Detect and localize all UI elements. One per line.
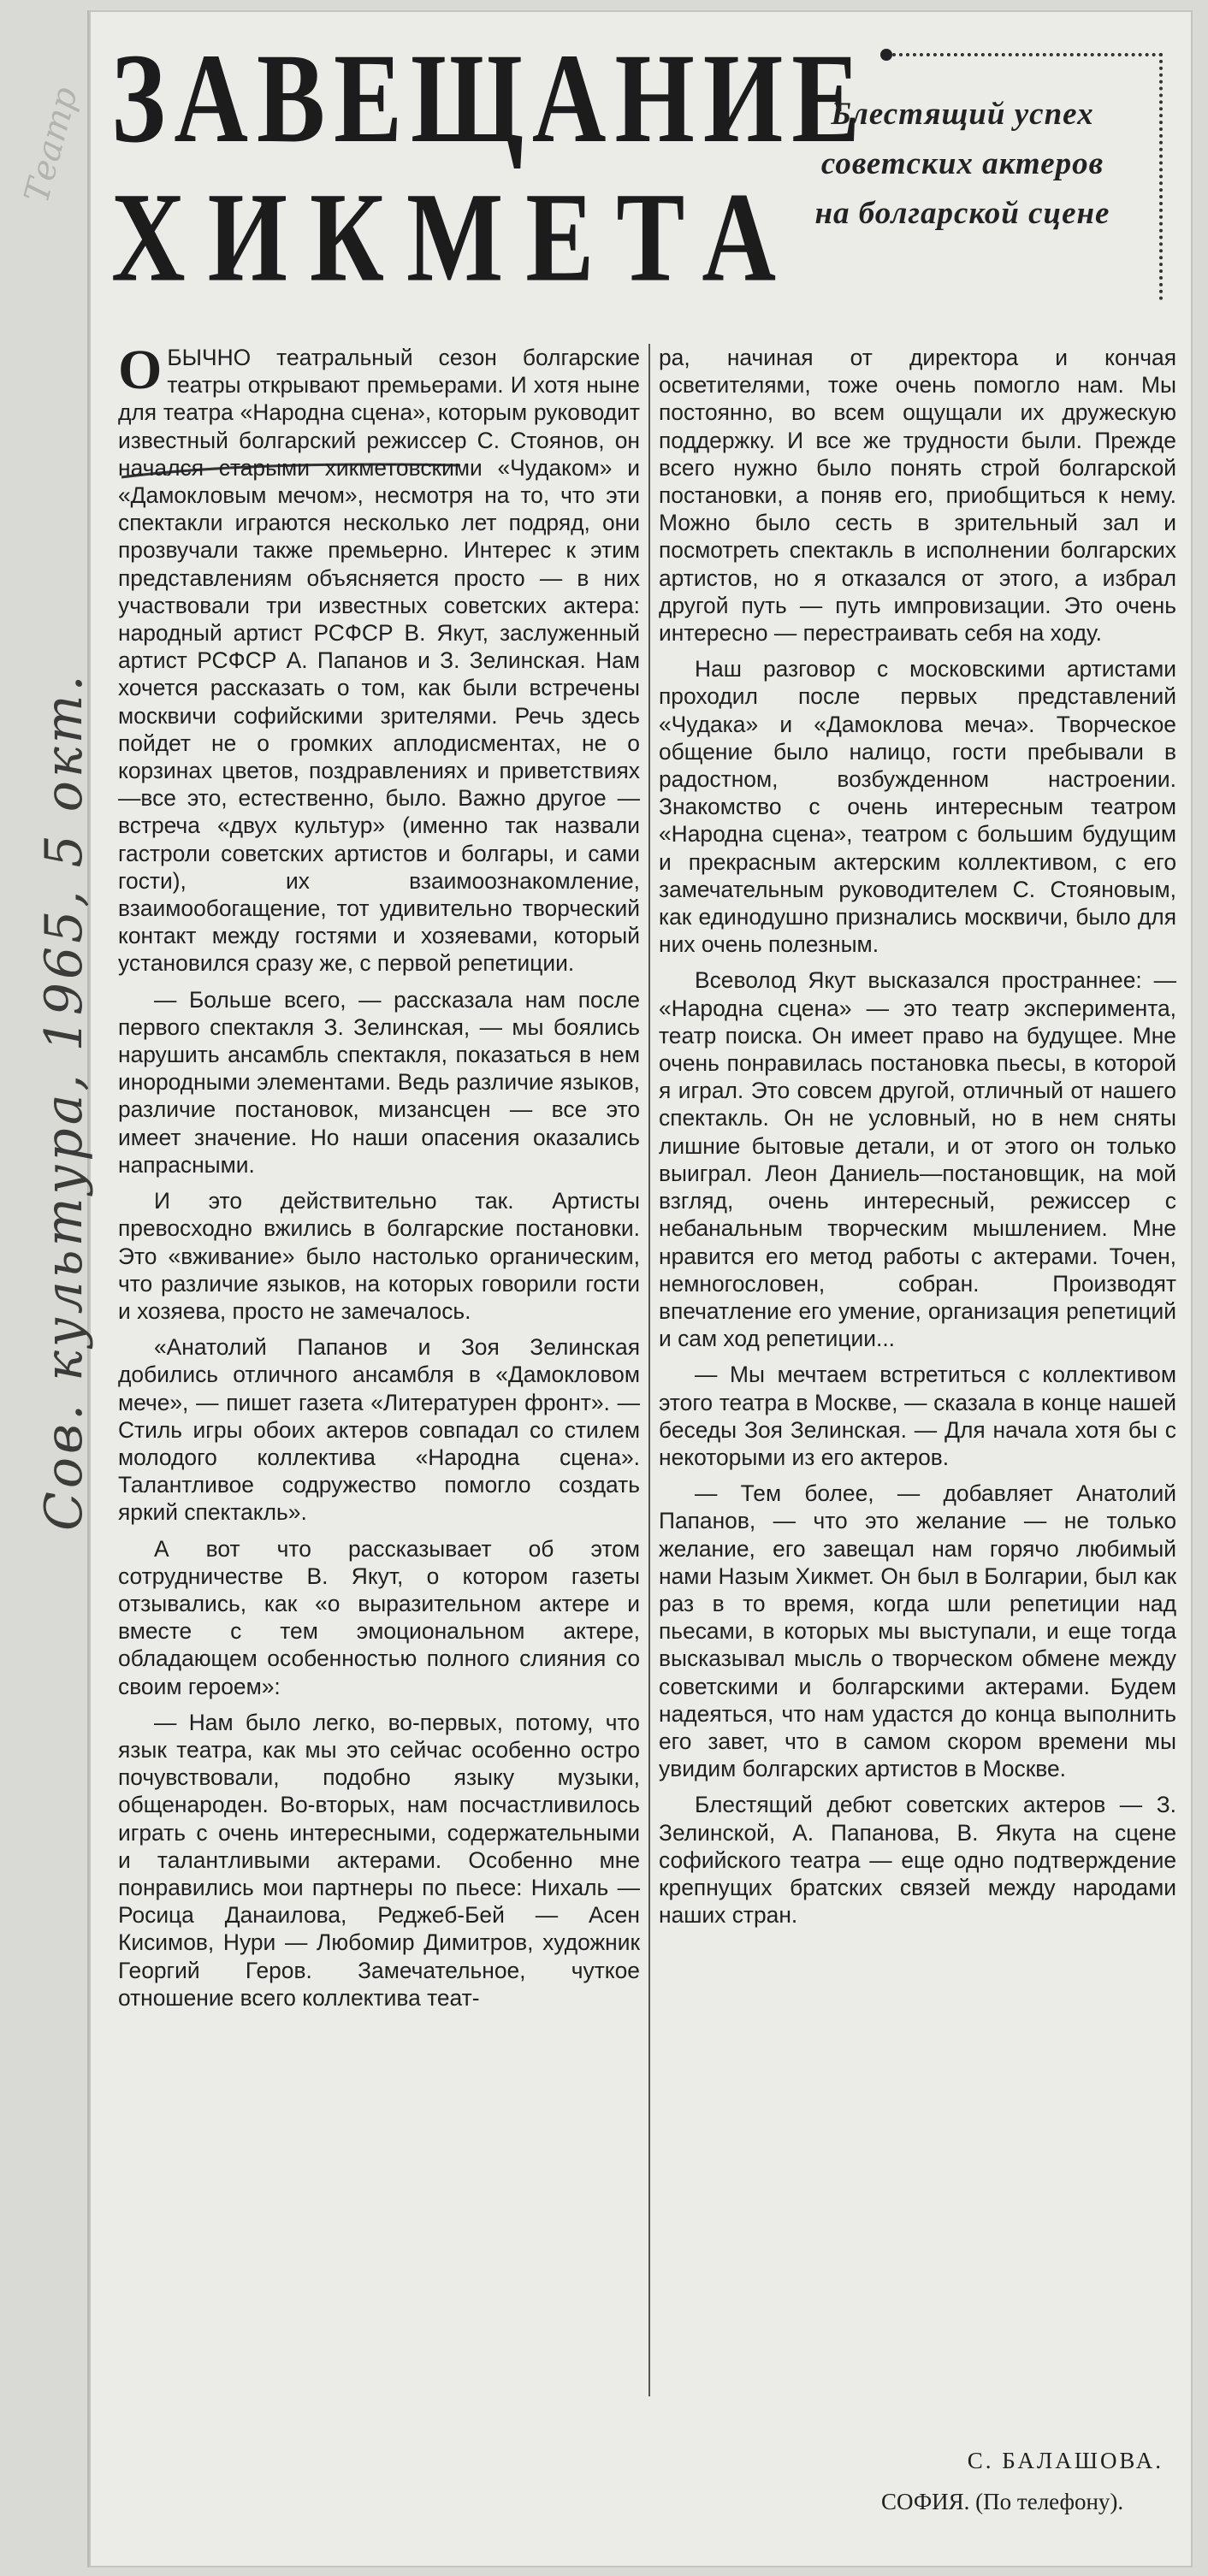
article-paragraph: А вот что рассказывает об этом сотрудничестве В. Якут, о котором газеты отзывались, как «о выразительном актере и вместе с тем эмоциональном актере, обладающем особенностью полного слияния со своим героем»:	[118, 1535, 640, 1699]
article-paragraph: — Больше всего, — рассказала нам после первого спектакля З. Зелинская, — мы боялись нарушить ансамбль спектакля, показаться в нем инородными элементами. Ведь различие языков, различие постановок, мизансцен — все это имеет значение. Но наши опасения оказались напрасными.	[118, 986, 640, 1178]
headline-line-1: ЗАВЕЩАНИЕ	[111, 27, 869, 169]
faint-handwritten-note: Театр	[17, 82, 86, 207]
subhead-line-1: Блестящий успех	[831, 97, 1094, 132]
article-column-left	[118, 339, 640, 2020]
subhead-line-3: на болгарской сцене	[814, 196, 1110, 231]
headline	[111, 27, 869, 308]
subhead	[774, 90, 1151, 239]
frame-dot-icon	[880, 49, 892, 61]
article-paragraph: Блестящий дебют советских актеров — З. Зелинской, А. Папанова, В. Якута на сцене софийского театра — еще одно подтверждение крепнущих братских связей между народами наших стран.	[659, 1792, 1176, 1929]
headline-line-2: ХИКМЕТА	[111, 165, 799, 308]
article-paragraph: «Анатолий Папанов и Зоя Зелинская добились отличного ансамбля в «Дамокловом мече», — пишет газета «Литературен фронт». — Стиль игры обоих актеров совпадал со стилем молодого коллектива «Народна сцена». Талантливое содружество помогло создать яркий спектакль».	[118, 1334, 640, 1526]
article-paragraph: ра, начиная от директора и кончая осветителями, тоже очень помогло нам. Мы постоянно, во всем ощущали их дружескую поддержку. И все же трудности были. Прежде всего нужно было понять строй болгарской постановки, а поняв его, приобщиться к нему. Можно было сесть в зрительный зал и посмотреть спектакль в исполнении болгарских артистов, но я отказался от этого, а избрал другой путь — путь импровизации. Это очень интересно — перестраивать себя на ходу.	[659, 345, 1176, 647]
handwritten-source-note: Сов. культура, 1965, 5 окт.	[34, 671, 94, 1531]
column-divider	[648, 344, 650, 2396]
dateline: СОФИЯ. (По телефону).	[881, 2489, 1124, 2514]
article-paragraph: — Тем более, — добавляет Анатолий Папанов, — что это желание — не только желание, его завещал нам горячо любимый нами Назым Хикмет. Он был в Болгарии, был как раз в то время, когда шли репетиции над пьесами, в которых мы выступали, и еще тогда высказывал мысль о творческом обмене между советскими и болгарскими актерами. Будем надеяться, что нам удастся до конца выполнить его завет, что в самом скором времени мы увидим болгарских артистов в Москве.	[659, 1480, 1176, 1782]
article-column-right	[659, 344, 1176, 1937]
article-paragraph: Всеволод Якут высказался пространнее: — «Народна сцена» — это театр эксперимента, театр поиска. Он имеет право на будущее. Мне очень понравилась постановка пьесы, в которой я играл. Это совсем другой, отличный от нашего спектакль. Он не условный, но в нем сняты лишние бытовые детали, и от этого он только выиграл. Леон Даниель—постановщик, на мой взгляд, очень интересный, режиссер с небанальным творческим мышлением. Мне нравится его метод работы с актерами. Точен, немногословен, собран. Производят впечатление его умение, организация репетиций и сам ход репетиции...	[659, 967, 1176, 1352]
article-paragraph: И это действительно так. Артисты превосходно вжились в болгарские постановки. Это «вживание» было настолько органическим, что различие языков, на которых говорили гости и хозяева, просто не замечалось.	[118, 1188, 640, 1324]
article-paragraph: — Нам было легко, во-первых, потому, что язык театра, как мы это сейчас особенно остро почувствовали, подобно языку музыки, общенароден. Во-вторых, нам посчастливилось играть с очень интересными, содержательными и талантливыми актерами. Особенно мне понравились мои партнеры по пьесе: Нихаль — Росица Данаилова, Реджеб-Бей — Асен Кисимов, Нури — Любомир Димитров, художник Георгий Геров. Замечательное, чуткое отношение всего коллектива теат-	[118, 1709, 640, 2011]
author-signature: С. БАЛАШОВА.	[967, 2448, 1164, 2473]
article-paragraph: ОБЫЧНО театральный сезон болгарские театры открывают премьерами. И хотя ныне для театра «Народна сцена», которым руководит известный болгарский режиссер С. Стоянов, он начался старыми хикметовскими «Чудаком» и «Дамокловым мечом», несмотря на то, что эти спектакли играются несколько лет подряд, они прозвучали также премьерно. Интерес к этим представлениям объясняется просто — в них участвовали три известных советских актера: народный артист РСФСР В. Якут, заслуженный артист РСФСР А. Папанов и З. Зелинская. Нам хочется рассказать о том, как были встречены москвичи софийскими зрителями. Речь здесь пойдет не о громких аплодисментах, не о корзинах цветов, поздравлениях и приветствиях—все это, естественно, было. Важно другое — встреча «двух культур» (именно так назвали гастроли советских артистов и болгары, и сами гости), их взаимоознакомление, взаимообогащение, тот удивительно творческий контакт между гостями и хозяевами, который установился сразу же, с первой репетиции.	[118, 339, 640, 977]
article-paragraph: — Мы мечтаем встретиться с коллективом этого театра в Москве, — сказала в конце нашей беседы Зоя Зелинская. — Для начала хотя бы с некоторыми из его актеров.	[659, 1362, 1176, 1470]
article-paragraph: Наш разговор с московскими артистами проходил после первых представлений «Чудака» и «Дамоклова меча». Творческое общение было налицо, гости пребывали в радостном, возбужденном настроении. Знакомство с очень интересным театром «Народна сцена», театром с большим будущим и прекрасным актерским коллективом, с его замечательным руководителем С. Стояновым, как единодушно признались москвичи, было для них очень полезным.	[659, 656, 1176, 958]
subhead-line-2: советских актеров	[820, 146, 1104, 181]
dropcap: О	[118, 339, 163, 401]
